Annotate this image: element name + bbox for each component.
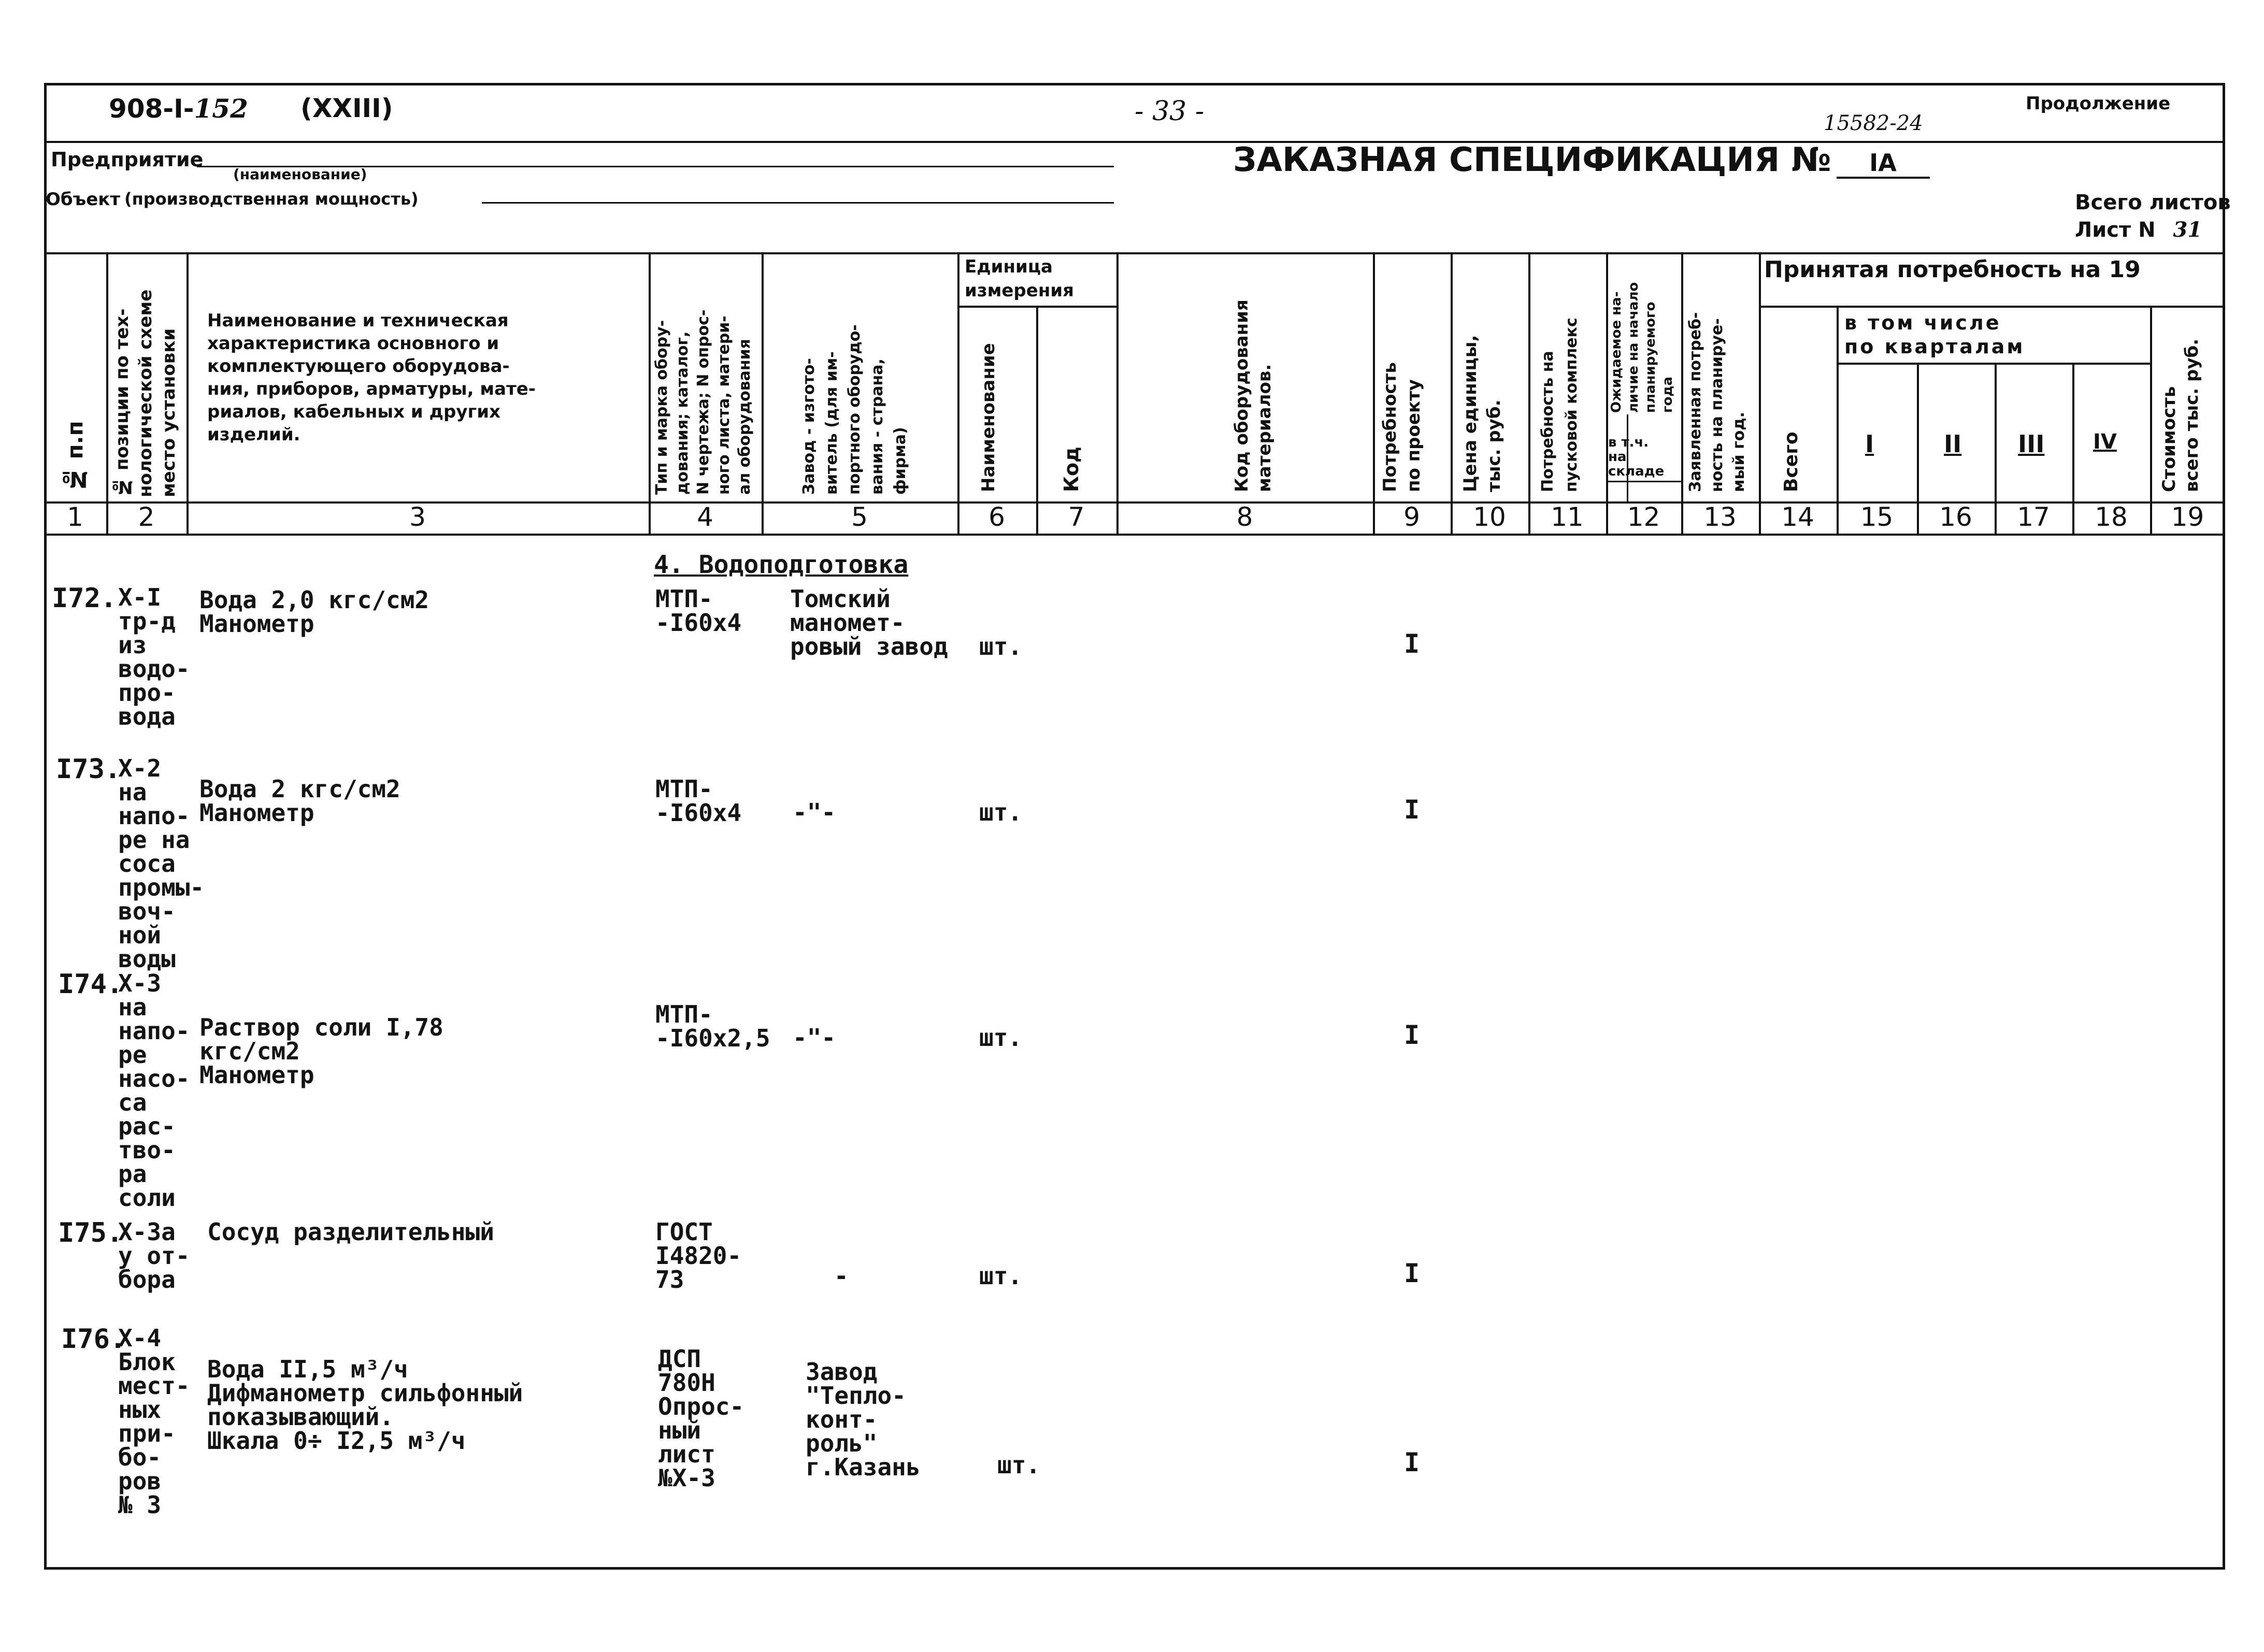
- section-title: 4. Водоподготовка: [654, 550, 909, 579]
- col-header-13: Заявленная потреб- ность на планируе- мый год.: [1686, 312, 1748, 492]
- vline-6: [1036, 306, 1038, 534]
- col-header-11: Потребность на пусковой комплекс: [1539, 318, 1581, 492]
- row-2-maker: -"-: [793, 798, 836, 826]
- vline-12: [1681, 252, 1683, 534]
- row-5-maker: Завод "Тепло- конт- роль" г.Казань: [806, 1358, 921, 1481]
- page-title: [1233, 141, 1930, 179]
- vline-14: [1837, 306, 1839, 534]
- vline-1: [106, 252, 108, 534]
- row-2-description: Вода 2 кгс/см2 Манометр: [199, 775, 400, 827]
- row-2-type: МТП- -I60x4: [655, 775, 742, 827]
- doc-part: (XXIII): [300, 93, 393, 123]
- row-4-description: Сосуд разделительный: [207, 1218, 494, 1246]
- row-3-number: I74.: [58, 969, 123, 1000]
- row-2-number: I73.: [56, 754, 121, 785]
- col-header-12: Ожидаемое на- личие на начало планируемого года: [1609, 282, 1675, 413]
- col-num-16: 16: [1939, 502, 1972, 532]
- spec-title: ЗАКАЗНАЯ СПЕЦИФИКАЦИЯ №: [1233, 141, 1831, 179]
- quarter-2: II: [1944, 430, 1962, 458]
- vline-7: [1116, 252, 1119, 534]
- enterprise-underline: [197, 166, 1114, 167]
- stock-line: [1606, 481, 1681, 482]
- quarter-3: III: [2018, 430, 2045, 458]
- vline-10: [1528, 252, 1530, 534]
- row-1-number: I72.: [52, 583, 117, 614]
- col-num-2: 2: [138, 502, 155, 532]
- enterprise-label: Предприятие: [51, 148, 204, 171]
- row-1-position: X-I тр-д из водо- про- вода: [118, 583, 190, 730]
- sheet-label-text: Лист N: [2075, 218, 2156, 242]
- col-header-8: Код оборудования материалов.: [1231, 299, 1275, 492]
- row-1-type: МТП- -I60x4: [655, 585, 742, 637]
- unit-group-line: [957, 306, 1116, 308]
- vline-3: [649, 252, 651, 534]
- col-num-9: 9: [1403, 502, 1420, 532]
- row-4-unit: шт.: [979, 1262, 1023, 1290]
- sheet-label: [2075, 218, 2202, 242]
- table-numbers-bottom: [44, 534, 2225, 536]
- col-num-13: 13: [1703, 502, 1737, 532]
- sheet-number: 31: [2173, 218, 2202, 242]
- col-header-19: Стоимость всего тыс. руб.: [2159, 338, 2202, 492]
- row-3-position: X-3 на напо- ре насо- са рас- тво- ра соли: [118, 969, 190, 1212]
- col-num-12: 12: [1627, 502, 1660, 532]
- row-1-qty: I: [1404, 629, 1420, 659]
- col-header-6: Наименование: [978, 343, 999, 492]
- row-2-qty: I: [1404, 795, 1420, 825]
- row-4-qty: I: [1404, 1258, 1420, 1288]
- col-num-5: 5: [851, 502, 868, 532]
- spec-number: IA: [1837, 149, 1930, 179]
- col-header-9: Потребность по проекту: [1380, 362, 1424, 492]
- col-num-18: 18: [2095, 502, 2128, 532]
- row-1-unit: шт.: [979, 633, 1023, 660]
- unit-group-header: Единица измерения: [965, 256, 1074, 301]
- col-num-10: 10: [1473, 502, 1506, 532]
- accepted-line: [1759, 306, 2225, 308]
- row-1-description: Вода 2,0 кгс/см2 Манометр: [199, 586, 429, 638]
- col-header-10: Цена единицы, тыс. руб.: [1460, 335, 1504, 492]
- col-header-2: № позиции по тех- нологической схеме место установки: [112, 289, 179, 497]
- object-label: Объект: [46, 189, 121, 210]
- col-header-5: Завод - изгото- витель (для им- портного оборудо- вания - страна, фирма): [800, 324, 909, 495]
- vline-18: [2150, 306, 2152, 534]
- col-header-7: Код: [1060, 447, 1083, 492]
- row-4-position: X-3a у от- бора: [118, 1218, 190, 1294]
- quarter-1: I: [1865, 430, 1874, 458]
- row-4-type: ГОСТ I4820- 73: [655, 1218, 742, 1294]
- quarter-4: IV: [2093, 430, 2117, 454]
- total-sheets-label: Всего листов: [2075, 191, 2231, 214]
- row-3-qty: I: [1404, 1020, 1420, 1050]
- col-num-14: 14: [1781, 502, 1814, 532]
- col-header-3: Наименование и техническая характеристика основного и комплектующего оборудова- ния, приборов, арматуры, мате- риалов, кабельных и других изделий.: [207, 310, 536, 445]
- vline-4: [762, 252, 764, 534]
- archive-number: 15582-24: [1824, 111, 1923, 135]
- object-hint: (производственная мощность): [124, 189, 419, 209]
- col-num-7: 7: [1068, 502, 1085, 532]
- col-num-19: 19: [2171, 502, 2204, 532]
- vline-5: [957, 252, 959, 534]
- row-3-maker: -"-: [793, 1024, 836, 1052]
- row-2-unit: шт.: [979, 798, 1023, 826]
- row-1-maker: Томский маномет- ровый завод: [790, 585, 948, 660]
- vline-2: [187, 252, 189, 534]
- row-5-unit: шт.: [997, 1451, 1041, 1479]
- col-num-11: 11: [1551, 502, 1584, 532]
- row-5-number: I76.: [61, 1324, 126, 1355]
- enterprise-hint: (наименование): [233, 166, 367, 183]
- row-4-maker: -: [834, 1262, 849, 1290]
- quarters-header: в том числе по кварталам: [1844, 311, 2025, 358]
- row-5-description: Вода II,5 м³/ч Дифманометр сильфонный показывающий. Шкала 0÷ I2,5 м³/ч: [207, 1355, 523, 1455]
- row-5-type: ДСП 780Н Опрос- ный лист №Х-3: [658, 1345, 744, 1492]
- page-number: - 33 -: [1135, 96, 1205, 127]
- col-num-1: 1: [67, 502, 83, 532]
- doc-code-prefix: 908-I-: [109, 94, 194, 124]
- row-3-unit: шт.: [979, 1024, 1023, 1052]
- col-header-12b: в т.ч. на складе: [1608, 435, 1665, 479]
- table-top-line: [44, 252, 2225, 254]
- col-num-8: 8: [1236, 502, 1253, 532]
- col-num-15: 15: [1860, 502, 1894, 532]
- row-4-number: I75.: [58, 1217, 123, 1248]
- col-header-4: Тип и марка обору- дования; каталог, N чертежа; N опрос- ного листа, матери- ал оборудования: [653, 309, 754, 495]
- row-5-position: X-4 Блок мест- ных при- бо- ров № 3: [118, 1324, 190, 1519]
- row-5-qty: I: [1404, 1447, 1420, 1477]
- accepted-header: Принятая потребность на 19: [1764, 256, 2141, 283]
- col-header-14: Всего: [1781, 432, 1802, 492]
- continuation-label: Продолжение: [2026, 93, 2171, 114]
- col-num-3: 3: [409, 502, 426, 532]
- vline-13: [1759, 252, 1761, 534]
- col-num-4: 4: [697, 502, 713, 532]
- doc-code-number: 152: [194, 93, 248, 124]
- object-underline: [482, 202, 1114, 204]
- row-3-description: Раствор соли I,78 кгс/см2 Манометр: [199, 1013, 443, 1089]
- row-2-position: X-2 на напо- ре на соса промы- воч- ной воды: [118, 754, 205, 973]
- col-header-1: № п.п: [62, 421, 88, 492]
- vline-8: [1373, 252, 1375, 534]
- vline-9: [1451, 252, 1453, 534]
- col-num-17: 17: [2017, 502, 2050, 532]
- quarters-line: [1837, 363, 2150, 365]
- row-3-type: МТП- -I60x2,5: [655, 1000, 770, 1052]
- col-num-6: 6: [988, 502, 1005, 532]
